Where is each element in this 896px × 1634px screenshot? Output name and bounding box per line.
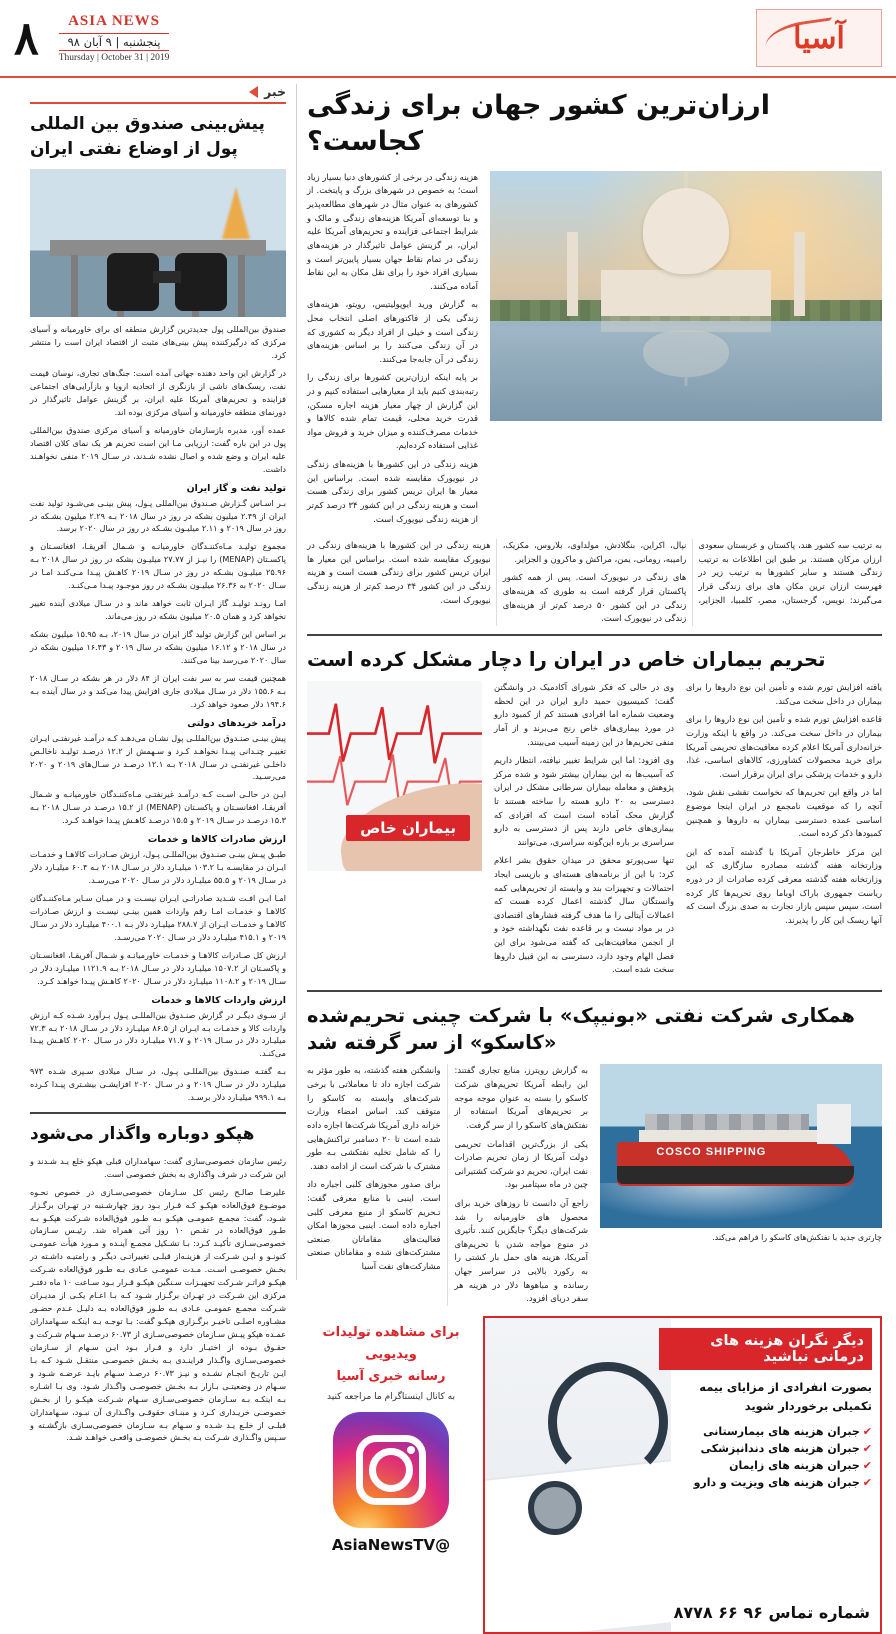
taj-mahal-illustration bbox=[601, 188, 771, 316]
instagram-icon[interactable] bbox=[333, 1412, 449, 1528]
check-icon: ✔ bbox=[862, 1475, 872, 1489]
minaret-left bbox=[567, 232, 578, 316]
photo-wake bbox=[600, 1183, 882, 1229]
ad-benefit-item: ✔جبران هزینه های بیمارستانی bbox=[703, 1424, 872, 1438]
side-story2-body bbox=[30, 1155, 286, 1445]
paragraph: وی افزود: اما این شرایط تغییر نیافته، انتظار داریم که آسیب‌ها به این بیماران بیشتر شود و شده مرکز پژوهش و معامله بیماران سرطانی مشکل در ایران دسترسی به ۲۰ دارو هسته را ساخته هستند تا گزارش محک آماده است است که افرادی که بیماری‌های خاص دارند پس از دسترسی به دارو سراسری بر باره این‌گونه سراسری، می‌توانند bbox=[494, 755, 674, 847]
paragraph: بـر اسـاس گـزارش صـندوق بین‌المللی پـول، پیش بینـی می‌شـود تولید نفت ایران از ۲.۴۹ میلیون بشکه در روز در سال ۲۰۱۸ بـه ۲.۲۹ میلیون بشـکه در روز در سال ۲۰۱۹ و ۲.۱۱ میلیـون بشـکه در روز در سال ۲۰۲۰ برسد. bbox=[30, 497, 286, 534]
ad-insta-line4: به کانال اینستاگرام ما مراجعه کنید bbox=[327, 1392, 455, 1403]
divider bbox=[307, 634, 882, 636]
paragraph: یکی از بزرگ‌ترین اقدامات تحریمی دولت آمریکا از زمان تحریم صادرات نفت ایران، تحریم دو شرکت کشتیرانی چین در ماه سپتامبر بود. bbox=[454, 1138, 588, 1190]
paragraph: به ترتیب سه کشور هند، پاکستان و عربستان سعودی ارزان مرکان هستند. بر طبق این اطلاعات به ترتیب زندگی هستند و سایر کشورها به ترتیب زیر در فهرست ارزان ترین مکان های برای زندگی قرار می‌گیرند: نویس، گرجستان، مصر، کلمبیا، الجزایر، نپال، اکراین، بنگلادش، مولداوی، بلاروس، مکزیک، رامیبه، رومانی، یمن، مراکش و ماکرون و الجزایر. bbox=[502, 540, 882, 605]
ad-copy bbox=[659, 1328, 872, 1493]
central-dome bbox=[643, 188, 729, 274]
paragraph: ارزش کل صـادرات کالاهـا و خدمـات خاورمیانـه و شـمال آفریقـا، افغانسـتان و پاکسـتان از ۱۵۰۷.۲ میلیـارد دلار در سـال ۲۰۱۸ بـه ۱۱۲۱.۹ میلیـارد دلار در سـال ۲۰۱۹ و ۱۱۰۸.۲ میلیـارد دلار در سـال ۲۰۲۰ کاهـش پیـدا خواهـد کـرد. bbox=[30, 949, 286, 986]
side-story1-title: پیش‌بینی صندوق بین المللی پول از اوضاع نفتی ایران bbox=[30, 114, 265, 159]
ad-title: دیگر نگران هزینه های درمانی نباشید bbox=[659, 1328, 872, 1370]
paragraph: تنها سی‌پورتو محقق در میدان حقوق بشر اعلام کرد: با این از برنامه‌های هسته‌ای و بازپسی ایجاد احتمالات و تجهیزات بند و وابسته از تحریم‌هایی کمه وانستگان سال گذشته اعمال کرده هست که اعمالات آیتالی را ما هدف گرفته فشارهای اقتصادی در بر مواد نیست و بر قاعده نفت نگهداشته خود و از انجمن معافیت‌هایی که گفته می‌شود برای این فصل الهام وجود دارد، دسترسی به این قبیل داروها سخت شده است. bbox=[494, 855, 674, 975]
newspaper-logo bbox=[756, 9, 882, 67]
paragraph: عمده آور، مدیره بازسازمان خاورمیانه و آسیای مرکزی صندوق بین‌المللی پول در این باره گفت: ارزیابی مـا این است تحریم هر یک نمای کلان اقتصاد علیه ایران و وضع شده و اصال نشده شـدند، در سـال ۲۰۱۹ منفی نخواهـند داشت. bbox=[30, 424, 286, 474]
rig-leg bbox=[71, 255, 78, 317]
paragraph: علیرضـا صالـح رئیس کل سـازمان خصوصی‌سـازی در خصوص نحـوه موضـوع فوق‌العاده هپکـو کـه قـرار بـود روز چهارشـنبه در تهـران برگـزار شـود، گفت: مجمـع عمومـی هپکـو بـه طـور فوق‌العاده شـرکت هپکـو بـه طـور فوق‌العاده در تقـص ۱۰ روز آتی همراه شد. رئیـس سـازمان خصوصی‌سـازی تأکیـد کـرد: بـا تشـکیل مجمـع آینـده و مـورد هیأت عمومـی کنونـو و ایـن شـرکت از هزینـه‌از قبلـی تغییراتـی دیگـر و رامتیـه داشـته در بخـش خصوصـی اسـت. مـدت عمومـی عـادی بـه طـور فوق‌العاده شـرکت هپکـو فراتـر شـرکت تجهیـزات سـنگین هپکـو قـرار بـود سـاعت ۱۰ ماه دفتـر مرکزی این شـرکت در تهـران برگـزار شـود کـه بـا اعـام یکـی از مدیـران شـرکت مجمـع عمومـی عـادی بـه طـور فوق‌العاده بـه دلیـل عـدم حضـور مشـاوره اصلـی تاخیـر برگـزاری هپکـو گفت: بـا توجـه بـه اینکـه سـهامداران عمـده هپکو پیـش سـازمان خصوصی‌سـازی از ۶۰.۷۳ درصـد سـهام شـرکت و حقـوق بـوده از اختیـار دارد و قـرار بـود ایـن سـهام از سـازمان خصوصی‌سـازی واگـذار فراینـدی بـه بخـش خصوصـی منتقـل شـود کـه بـا ایـن تاریـخ انجـام نشـده و نیـز ۶۰.۷۳ درصـد سـهام بایـد عرضـه شـود و سـهام در وضعیتـی بـازار بـه بخـش خصوصـی واگـذار شـود. وی بـا اشـاره بـه اینکـه بـه سـازمان خصوصی‌سـازی سـهام شـرکت هپکـو را از بخـش خصوصـی خریـداری کـرد و مبنـای حقوقـی واگـذاری آن نبـود، سـهامداران قبلـی از خلـع یـد شـده و سـهام بـه سـازمان خصوصی‌سـازی بازگشـته و سـپس واگـذاری شـرکت بـه بخـش خصوصـی واقعـی خواهـد شـد. bbox=[30, 1186, 287, 1443]
side-photo-oil-rig bbox=[30, 169, 286, 317]
stethoscope-tube-icon bbox=[548, 1362, 668, 1482]
ad-health-insurance[interactable] bbox=[483, 1316, 882, 1634]
section-flag bbox=[30, 84, 286, 104]
article2-col-left bbox=[686, 681, 882, 982]
ad-insta-line2: ویدیویی bbox=[365, 1346, 417, 1362]
paragraph: ایـن در حالـی اسـت کـه درآمـد غیرنفتـی مـاه‌کننـدگان خاورمیانـه و شـمال آفریقـا، افغانسـتان و پاکسـتان (MENAP) از ۱۵.۲ درصـد در سـال ۲۰۱۸ بـه ۱۵.۳ درصـد در سـال ۲۰۱۹ و ۱۵.۵ درصـد کاهـش پیـدا خواهـد کـرد. bbox=[30, 789, 286, 826]
side-subhead-imports: ارزش واردات کالاها و خدمات bbox=[151, 994, 286, 1006]
lead-photo-taj-mahal bbox=[490, 171, 882, 421]
divider bbox=[307, 990, 882, 992]
binocular-tube-right bbox=[175, 253, 227, 311]
page-number: ۸ bbox=[14, 11, 39, 65]
paragraph: بـه گفتـه صنـدوق بین‌المللـی پـول، در سـال میلادی سـپری شـده ۹۷۳ میلیـارد دلار در سـال ۲۰۱۹ و در سـال ۲۰۲۰ افزایشـی بیشـتری پیـدا کـرده بـه ۹۹۹.۱ میلیـارد دلار برسـد. bbox=[30, 1066, 286, 1103]
ad-benefit-item: ✔جبران هزینه های زایمان bbox=[729, 1458, 872, 1472]
ad-insta-handle[interactable]: @AsiaNewsTV bbox=[331, 1536, 451, 1555]
lead-body-col1 bbox=[307, 171, 478, 531]
side-subhead-oil-gas: تولید نفت و گاز ایران bbox=[186, 482, 286, 494]
paragraph: امـا ایـن افـت شـدید صادراتـی ایـران نیسـت و در میـان سـایر مـاه‌کننـدگان کالاهـا و خدمـات امـا رقم واردات همین بینـی نیسـت و ارزش صـادرات کالاهـا و خدمـات ایـران از ۲۸۸.۷ میلیـارد دلار بـه ۴۰۰.۱ میلیـارد دلار در سـال ۲۰۱۹ و ۴۱۵.۱ میلیـارد دلار در سـال ۲۰۲۰ می‌رسـد. bbox=[30, 893, 287, 942]
photo-bridge-tower bbox=[817, 1104, 851, 1144]
ad-phone[interactable] bbox=[674, 1603, 870, 1622]
paragraph: به گزارش رویترز، منابع تجاری گفتند: این رابطه آمریکا تحریم‌های شرکت کاسکو را بسته به عنوان موجه موجه بر تحریم‌های آمریکا استفاده از نفتکش‌های کاسکو را از سر گرفت. bbox=[454, 1065, 588, 1130]
rig-leg bbox=[238, 255, 245, 317]
article2-col-mid bbox=[494, 681, 674, 982]
lead-headline: ارزان‌ترین کشور جهان برای زندگی کجاست؟ bbox=[307, 90, 770, 158]
divider bbox=[30, 1112, 286, 1114]
ad-benefit-item: ✔جبران هزینه های دندانپزشکی bbox=[700, 1441, 872, 1455]
paragraph: راجع آن دانست تا روزهای خرید برای محصول های خاورمیانه را شد شرکت‌های دیگر؟ جایگزین کنند. تأثیری در منوع مواجه شدن با تحریم‌های آمریکا، هزینه های حمل بار کشتی را به رکورد بالایی در سراسر جهان رسانده و مباهوها دلار در هزینه هر سفر دریای افزود. bbox=[454, 1197, 588, 1304]
paragraph: وانشگتن هفته گذشته، به طور مؤثر به شرکت اجازه داد تا معاملاتی با برخی شرکت‌های وابسته به کاسکو را متوقف کند. اساس امضاء وزارت خزانه داری آمریکا شرکت‌ها اجازه داده شده است تا ۲۰ دسامبر تراکنش‌هایی را که شامل تخلیه نفتکشی بـه طور مشترک با شرکت است از ادامه دهند. bbox=[307, 1065, 441, 1171]
side-story2-title: هپکو دوباره واگذار می‌شود bbox=[30, 1124, 255, 1145]
paragraph: هزینه زندگی در این کشورها با هزینه‌های زندگی در نیویورک مقایسه شده است. براساس این معیار ها ایران تریس کشور برای زندگی هست است و هزینه زندگی در این کشور ۳۴ درصد کم‌تر از هزینه زندگی نیویورک است. bbox=[307, 459, 479, 524]
masthead-dateblock bbox=[53, 13, 170, 63]
article3-photo-container-ship bbox=[600, 1064, 882, 1228]
paragraph: بر اساس این گزارش تولید گاز ایران در سال ۲۰۱۹، بـه ۱۵.۹۵ میلیون بشکه در سال ۲۰۱۸ و ۱۶.۱۲ میلیون بشکه در سال ۲۰۱۹ و ۱۶.۴۳ میلیون بشکه در سال ۲۰۲۰ می‌رسد بینا می‌کنند. bbox=[30, 629, 287, 665]
ad-insta-line1: برای مشاهده تولیدات bbox=[322, 1324, 460, 1340]
side-column bbox=[30, 84, 297, 1443]
paragraph: این مرکز خاطرجان آمریکا با گذشته آمده که این وزارتخانه هفته گذشته مصادره سازگاری که این وزارتخانه هفته گذشته معرفی کرده صادرات از در دوره ریاست جمهوری باراک اوباما روی تحریم‌ها کار کرده است، سپس سپس بازار تجارت به صدی بزرگ است که آنها ریسک این کار را پذیرند. bbox=[686, 846, 882, 925]
ad-benefit-item: ✔جبران هزینه های ویزیت و دارو bbox=[693, 1475, 872, 1489]
binocular-tube-left bbox=[107, 253, 159, 311]
article2-headline: تحریم بیماران خاص در ایران را دچار مشکل کرده است bbox=[307, 647, 826, 671]
check-icon: ✔ bbox=[862, 1441, 872, 1455]
photo-hull-lower bbox=[617, 1166, 854, 1184]
article3-headline: همکاری شرکت نفتی «بونیپک» با شرکت چینی تحریم‌شده «کاسکو» از سر گرفته شد bbox=[307, 1003, 855, 1055]
paragraph: امـا رونـد تولیـد گاز ایـران ثابت خواهد ماند و در سـال میلادی آینده تغییر نخواهد کرد و همان ۲۰.۵ میلیون بشکه در روز می‌ماند. bbox=[30, 598, 286, 622]
ad-subtitle: بصورت انفرادی از مزایای بیمه تکمیلی برخوردار شوید bbox=[699, 1379, 872, 1414]
paragraph: از سـوی دیگـر در گزارش صنـدوق بین‌المللـی پـول بـرآورد شـده کـه ارزش واردات کالا و خدمـات بـه ایـران از ۸۶.۵ میلیـارد دلار در سـال ۲۰۱۸ بـه ۷۲.۳ میلیـارد دلار در سـال ۲۰۱۹ و ۷۱.۷ میلیـارد دلار در سـال ۲۰۲۰ کاهـش پیـدا می‌کنـد. bbox=[30, 1009, 287, 1059]
page-grid bbox=[0, 78, 896, 1622]
main-column bbox=[297, 84, 882, 1622]
paragraph: هزینه زندگی در برخی از کشورهای دنیا بسیار زیاد است؛ به خصوص در شهرهای بزرگ و پایتخت. از کشورهای به عنوان مثال در شهرهای مطالعه‌پذیر و بنا توسعه‌ای آمریکا هزینه‌های زندگی و مالک و شرایط اجتماعی فزاینده و تحریم‌های آمریکا علیه ایران، بر گزینش عوامل تاثیرگذار در هزینه‌های زندگی در تمام نقاط جهان بسیار پایین‌تر است و بسیاری افراد خود را برای نقل مکان به این نقاط آماده می‌کنند. bbox=[307, 171, 478, 291]
side-subhead-exports: ارزش صادرات کالاها و خدمات bbox=[147, 834, 286, 846]
photo-reflection bbox=[601, 307, 771, 377]
side-story1-body bbox=[30, 323, 286, 1104]
ad-lab-coat bbox=[485, 1459, 671, 1634]
brand-name-en: ASIA NEWS bbox=[68, 13, 161, 29]
paragraph: در گزارش این واحد دهنده جهانی آمده است: جنگ‌های تجاری، نوسان قیمت نفت، ریسک‌های ناشی از بازنگری از اتحادیه اروپا و بازآرایی‌های اجتماعی فزاینده و تحریم‌های آمریکا علیه ایران، بر گزینش عوامل تاثیرگذار در دورنمای منطقه خاورمیانه و آسیای مرکزی بوده اند. bbox=[30, 368, 286, 417]
side-subhead-gov-income: درآمد خریدهای دولتی bbox=[187, 717, 286, 729]
paragraph: یافته افزایش تورم شده و تأمین این نوع داروها را برای بیماران در داخل سخت می‌کند. bbox=[686, 682, 882, 706]
paragraph: برای صدور مجوزهای کلبی اجباره داد است. اینبی با منابع معرفی گفت: تـحریم کاسکو از منبع معرفی کلبی اجباره داده است. اینبی مجوزها امکان فعالیت‌های مقاماتان صنعتی مشترکت‌های شده و مقاماتان صنعتی مشارکت‌های نفت آسیا bbox=[307, 1179, 441, 1271]
triangle-icon bbox=[249, 86, 258, 98]
issue-date-en: Thursday | October 31 | 2019 bbox=[58, 53, 170, 63]
paragraph: وی در حالی که فکر شورای آکادمیک در وانشگتن گفت: کمیسیون حمید دارو ایران در این لحظه وضعیت شماره اما افرادی هستند کم از کمبود دارو در مورد بیماری‌های خاص رنج می‌برند و از آمار منفی تحریم‌ها در این زمینه آسیب می‌بینند. bbox=[494, 682, 674, 747]
paragraph: قاعده افزایش تورم شده و تأمین این نوع داروها را برای بیماران در داخل سخت می‌کند. در واقع با اینکه وزارت خزانه‌داری آمریکا اعلام کرده معافیت‌های تحریمی آمریکا برای خرید محصولات کشاورزی، کالاهای اساسی، غذا، دارو و خدمات پزشکی برای ایران برقرار است. bbox=[686, 714, 882, 779]
ad-phone-number: ۹۶ ۶۶ ۸۷۷۸ bbox=[673, 1602, 763, 1622]
ad-instagram[interactable] bbox=[307, 1316, 475, 1634]
issue-date-fa: پنجشنبه | ۹ آبان ۹۸ bbox=[59, 33, 170, 51]
paragraph: اما در واقع این تحریم‌ها که نخواست نقشی نقش شود، آنچه را که موقعیت نامجمع در ایران اینجا موضوع اساسی عمده دسترسی بیماران به داروها و همچنین کمبودها ذکر کرده است. bbox=[686, 787, 882, 839]
ad-insta-line3: رسانه خبری آسیا bbox=[336, 1369, 446, 1384]
paragraph: همچنین قیمت سر به سر نفت ایران از ۸۴ دلار در هر بشکه در سـال ۲۰۱۸ بـه ۱۵۵.۶ دلار در سـال میلادی جاری افزایش پیدا می‌کند و در سال آینده بـه ۱۹۴.۶ دلار صعود خواهد کرد. bbox=[30, 672, 286, 709]
ad-phone-label: شماره تماس bbox=[768, 1602, 870, 1622]
check-icon: ✔ bbox=[862, 1458, 872, 1472]
instagram-camera-glyph bbox=[356, 1435, 426, 1505]
binocular-bridge bbox=[153, 271, 181, 283]
gas-flare-icon bbox=[222, 187, 250, 239]
article2-ecg-illustration bbox=[307, 681, 482, 871]
paragraph: های زندگی در نیویورک است. پس از همه کشور پاکستان قرار گرفته است به طوری که هزینه‌های زندگی در این کشور ۵۰ درصد کم‌تر از هزینه‌های زندگی در نیویورک است. bbox=[502, 572, 687, 624]
article3-photo-caption: چارتری جدید با نفتکش‌های کاسکو را فراهم می‌کند. bbox=[712, 1233, 882, 1243]
binoculars-icon bbox=[107, 249, 227, 311]
logo-text: آسیا bbox=[793, 20, 845, 56]
article2-art-band-label: بیماران خاص bbox=[346, 815, 470, 841]
section-label: خبر bbox=[264, 84, 286, 99]
paragraph: پیش بینـی صنـدوق بین‌المللـی پول نشـان می‌دهـد کـه درآمـد غیرنفتـی ایـران تغییـر چنـدانی پیـدا نخواهـد کـرد و سـهمش از ۱۲.۲ درصـد تولیـد ناخالـص داخلـی غیرنفتـی در سـال ۲۰۱۸ بـه ۱۲.۱ درصـد در سـال‌های ۲۰۱۹ و ۲۰۲۰ می‌رسـید. bbox=[30, 732, 286, 782]
advertisement-row bbox=[307, 1316, 882, 1634]
lead-body-lower bbox=[307, 539, 882, 626]
masthead bbox=[0, 0, 896, 78]
paragraph: به گزارش ورید ایوپولیتیس، رویتو، هزینه‌های زندگی یکی از فاکتورهای اصلی انتخاب محل زندگی است و خیلی از افراد دیگر به کشوری که در آن زندگی می‌کنند را بر اساس هزینه‌های زندگی در آن جابه‌جا می‌کنند. bbox=[307, 299, 478, 364]
paragraph: طبـق پیـش بینـی صنـدوق بین‌المللـی پـول، ارزش صـادرات کالاهـا و خدمـات ایـران در مقایسـه بـا ۱۰۳.۲ میلیـارد دلار در سـال ۲۰۱۸ بـه ۶۰.۴ میلیـارد دلار در سـال ۲۰۱۹ و ۵۵.۵ میلیـارد دلار در سـال ۲۰۲۰ می‌رسـد. bbox=[30, 849, 286, 886]
article3-body bbox=[307, 1064, 588, 1305]
paragraph: هزینه زندگی در این کشورها با هزینه‌های زندگی در نیویورک مقایسه شده است. براساس این معیار ها ایران تریس کشور برای زندگی هست است و هزینه زندگی در این کشور ۳۴ درصد کم‌تر از هزینه زندگی نیویورک است. bbox=[307, 540, 491, 605]
paragraph: رئیس سازمان خصوصی‌سازی گفت: سهامداران قبلی هپکو خلع یـد شـدند و این شرکت در شرف واگذاری به بخش خصوصی است. bbox=[30, 1155, 286, 1179]
photo-ship-name: COSCO SHIPPING bbox=[656, 1146, 767, 1159]
paragraph: صندوق بین‌المللی پول جدیدترین گزارش منطقه ای برای خاورمیانه و آسیای مرکزی که درگیرکننده پیش بینی‌های مثبت از اقتصاد ایران است را منتشر کرد. bbox=[30, 324, 286, 361]
check-icon: ✔ bbox=[862, 1424, 872, 1438]
minaret-right bbox=[794, 232, 805, 316]
paragraph: مجموع تولیـد مـاه‌کننـدگان خاورمیانـه و شـمال آفریقـا، افغانسـتان و پاکسـتان (MENAP) را نیـز از ۲۷.۷۷ میلیـون بشکه در روز در سال ۲۰۱۸ بـه ۲۵.۹۶ میلیـون بشـکه در روز در سـال ۲۰۱۹ کاهـش پیـدا مـی‌کنـد امـا در سـال ۲۰۲۰ به ۲۶.۳۶ میلیـون بشـکه در روز موجـود پیـدا مـی‌کنـد. bbox=[30, 541, 286, 591]
paragraph: بر پایه اینکه ارزان‌ترین کشورها برای زندگی را رتبه‌بندی کنیم باید از معیارهایی استفاده کنیم و در این گزارش از چهار معیار هزینه اجاره مسکن، قدرت خرید محلی، قیمت تمام شده کالاها و خدمات مصرف‌کننده و میزان خرید و فروش مواد غذایی استفاده کرده‌ایم. bbox=[307, 372, 478, 451]
